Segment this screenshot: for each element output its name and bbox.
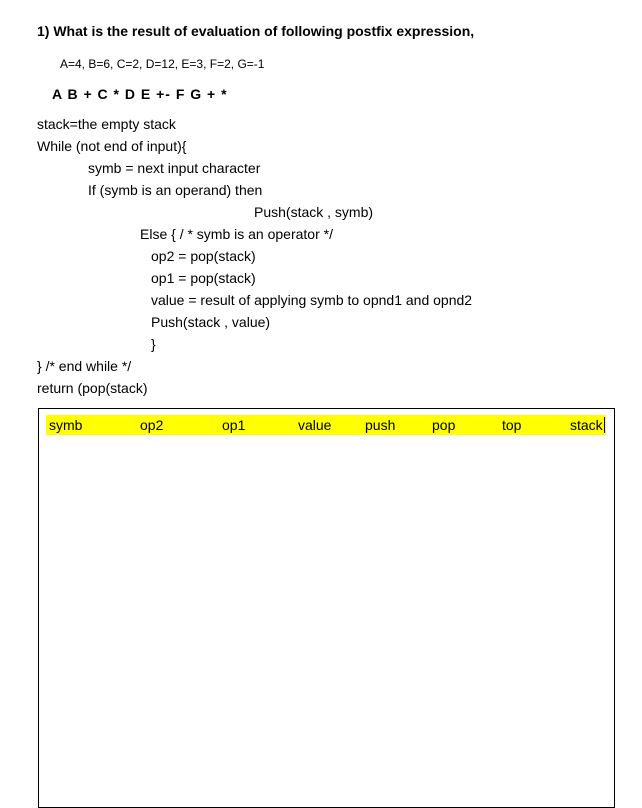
code-line: }: [151, 336, 156, 352]
variable-assignments: A=4, B=6, C=2, D=12, E=3, F=2, G=-1: [60, 57, 265, 71]
code-line: Push(stack , value): [151, 314, 271, 330]
header-push: push: [365, 417, 396, 433]
code-line: op2 = pop(stack): [151, 248, 256, 264]
code-line: op1 = pop(stack): [151, 270, 256, 286]
header-stack: stack: [570, 417, 603, 433]
code-line: While (not end of input){: [37, 138, 187, 154]
header-pop: pop: [432, 417, 456, 433]
code-line: } /* end while */: [37, 358, 132, 374]
header-top: top: [502, 417, 522, 433]
code-line: stack=the empty stack: [37, 116, 176, 132]
postfix-expression: A B + C * D E +- F G + *: [52, 86, 228, 102]
question-title: 1) What is the result of evaluation of following postfix expression,: [37, 23, 475, 39]
code-line: Push(stack , symb): [254, 204, 374, 220]
header-op1: op1: [222, 417, 246, 433]
code-line: If (symb is an operand) then: [88, 182, 263, 198]
code-line: return (pop(stack): [37, 380, 148, 396]
header-symb: symb: [49, 417, 83, 433]
code-line: symb = next input character: [88, 160, 261, 176]
header-value: value: [298, 417, 332, 433]
header-op2: op2: [140, 417, 164, 433]
code-line: value = result of applying symb to opnd1 and opnd2: [151, 292, 473, 308]
table-header-row: [46, 415, 606, 435]
text-cursor: [604, 417, 605, 433]
trace-table[interactable]: [38, 408, 615, 808]
code-line: Else { / * symb is an operator */: [140, 226, 333, 242]
